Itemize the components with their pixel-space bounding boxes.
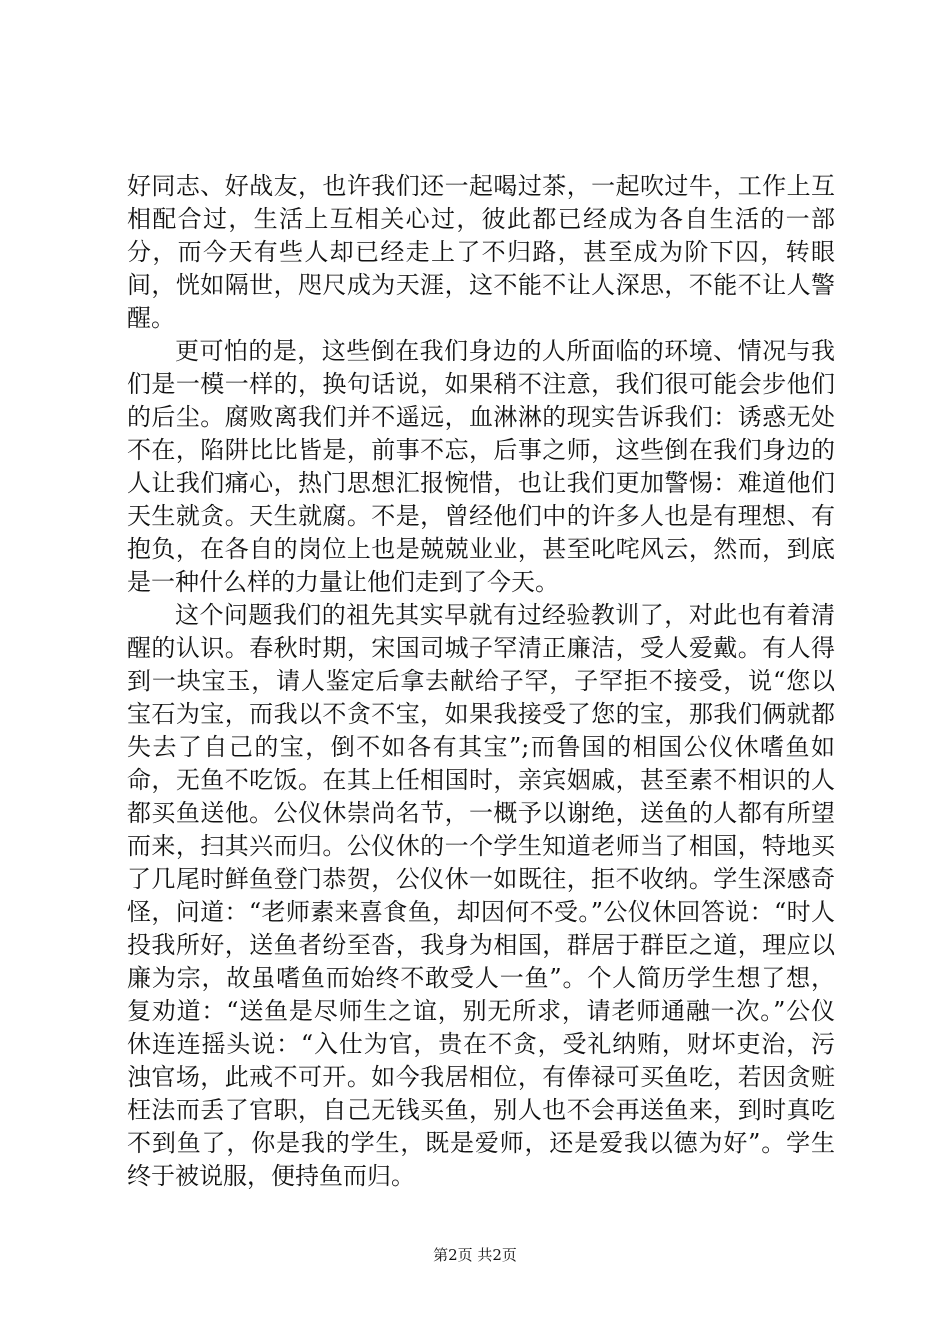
paragraph: 好同志、好战友，也许我们还一起喝过茶，一起吹过牛，工作上互相配合过，生活上互相关心过，彼此都已经成为各自生活的一部分，而今天有些人却已经走上了不归路，甚至成为阶下囚，转眼间，恍如隔世，咫尺成为天涯，这不能不让人深思，不能不让人警醒。 xyxy=(127,172,835,332)
page-number-footer: 第2页 共2页 xyxy=(433,1246,517,1264)
paragraph: 这个问题我们的祖先其实早就有过经验教训了，对此也有着清醒的认识。春秋时期，宋国司城子罕清正廉洁，受人爱戴。有人得到一块宝玉，请人鉴定后拿去献给子罕，子罕拒不接受，说“您以宝石为宝，而我以不贪不宝，如果我接受了您的宝，那我们俩就都失去了自己的宝，倒不如各有其宝”;而鲁国的相国公仪休嗜鱼如命，无鱼不吃饭。在其上任相国时，亲宾姻戚，甚至素不相识的人都买鱼送他。公仪休崇尚名节，一概予以谢绝，送鱼的人都有所望而来，扫其兴而归。公仪休的一个学生知道老师当了相国，特地买了几尾时鲜鱼登门恭贺，公仪休一如既往，拒不收纳。学生深感奇怪，问道：“老师素来喜食鱼，却因何不受。”公仪休回答说：“时人投我所好，送鱼者纷至沓，我身为相国，群居于群臣之道，理应以廉为宗，故虽嗜鱼而始终不敢受人一鱼”。个人简历学生想了想，复劝道：“送鱼是尽师生之谊，别无所求，请老师通融一次。”公仪休连连摇头说：“入仕为官，贵在不贪，受礼纳贿，财坏吏治，污浊官场，此戒不可开。如今我居相位，有俸禄可买鱼吃，若因贪赃枉法而丢了官职，自己无钱买鱼，别人也不会再送鱼来，到时真吃不到鱼了，你是我的学生，既是爱师，还是爱我以德为好”。学生终于被说服，便持鱼而归。 xyxy=(127,601,835,1190)
body-text xyxy=(127,170,835,1193)
paragraph: 更可怕的是，这些倒在我们身边的人所面临的环境、情况与我们是一模一样的，换句话说，如果稍不注意，我们很可能会步他们的后尘。腐败离我们并不遥远，血淋淋的现实告诉我们：诱惑无处不在，陷阱比比皆是，前事不忘，后事之师，这些倒在我们身边的人让我们痛心，热门思想汇报惋惜，也让我们更加警惕：难道他们天生就贪。天生就腐。不是，曾经他们中的许多人也是有理想、有抱负，在各自的岗位上也是兢兢业业，甚至叱咤风云，然而，到底是一种什么样的力量让他们走到了今天。 xyxy=(127,337,835,596)
